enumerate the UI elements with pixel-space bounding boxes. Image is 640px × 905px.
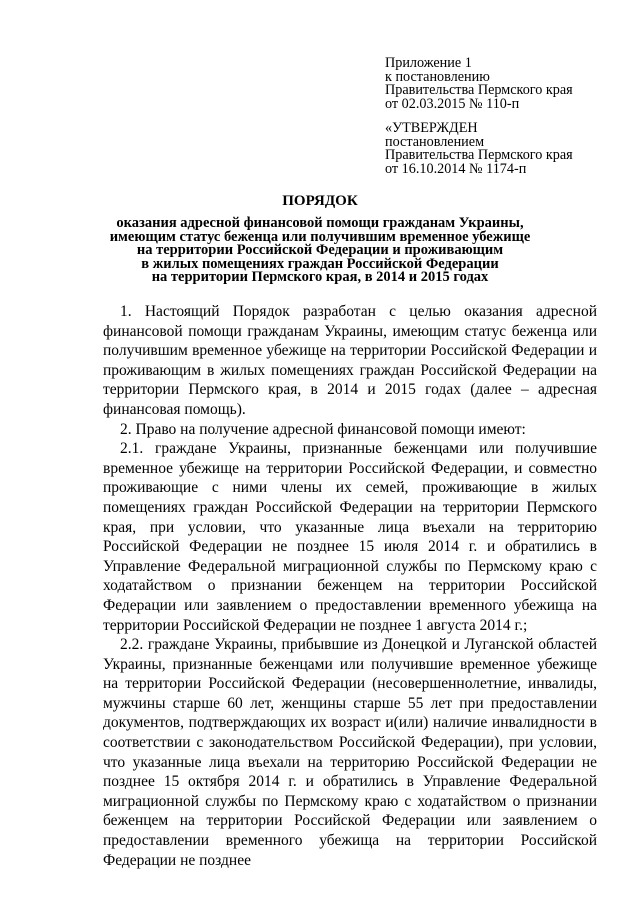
paragraph-2: 2. Право на получение адресной финансовой помощи имеют: [120, 420, 526, 438]
approval-stamp-block [385, 122, 625, 176]
approval-line: «УТВЕРЖДЕН [385, 120, 478, 136]
appendix-line: к постановлению [385, 68, 490, 85]
appendix-line: Правительства Пермского края [385, 82, 573, 99]
subtitle-line: оказания адресной финансовой помощи гражданам Украины, [116, 215, 524, 231]
approval-line: Правительства Пермского края [385, 147, 573, 164]
paragraph-1: 1. Настоящий Порядок разработан с целью оказания адресной финансовой помощи гражданам Украины, имеющим статус беженца или получившим временное убежище на территории Российской Федерации и проживающим в жилых помещениях граждан Российской Федерации на территории Пермского края, в 2014 и 2015 годах (далее – адресная финансовая помощь). [103, 303, 597, 418]
subtitle-line: в жилых помещениях граждан Российской Федерации [141, 255, 499, 272]
document-subtitle [0, 217, 640, 285]
document-body [103, 302, 597, 870]
appendix-line: Приложение 1 [385, 55, 472, 71]
subtitle-line: имеющим статус беженца или получившим временное убежище [109, 228, 531, 245]
approval-line: от 16.10.2014 № 1174-п [385, 160, 527, 177]
paragraph-2-2: 2.2. граждане Украины, прибывшие из Донецкой и Луганской областей Украины, признанные беженцами или получившие временное убежище на территории Российской Федерации (несовершеннолетние, инвалиды, мужчины старше 60 лет, женщины старше 55 лет при предоставлении документов, подтверждающих их возраст и(или) наличие инвалидности в соответствии с законодательством Российской Федерации), при условии, что указанные лица въехали на территорию Российской Федерации не позднее 15 октября 2014 г. и обратились в Управление Федеральной миграционной службы по Пермскому краю с ходатайством о признании беженцем на территории Российской Федерации или заявлением о предоставлении временного убежища на территории Российской Федерации не позднее [103, 636, 597, 869]
appendix-reference-block [385, 57, 625, 111]
subtitle-line: на территории Российской Федерации и проживающим [136, 242, 504, 259]
paragraph-2-1: 2.1. граждане Украины, признанные беженцами или получившие временное убежище на территории Российской Федерации, и совместно проживающие с ними члены их семей, проживающие в жилых помещениях граждан Российской Федерации на территории Пермского края, при условии, что указанные лица въехали на территорию Российской Федерации не позднее 15 июля 2014 г. и обратились в Управление Федеральной миграционной службы по Пермскому краю с ходатайством о признании беженцем на территории Российской Федерации или заявлением о предоставлении временного убежища на территории Российской Федерации не позднее 1 августа 2014 г.; [103, 440, 597, 634]
approval-line: постановлением [385, 133, 485, 150]
subtitle-line: на территории Пермского края, в 2014 и 2015 годах [151, 269, 489, 286]
appendix-line: от 02.03.2015 № 110-п [385, 95, 520, 112]
document-title: ПОРЯДОК [282, 193, 358, 209]
